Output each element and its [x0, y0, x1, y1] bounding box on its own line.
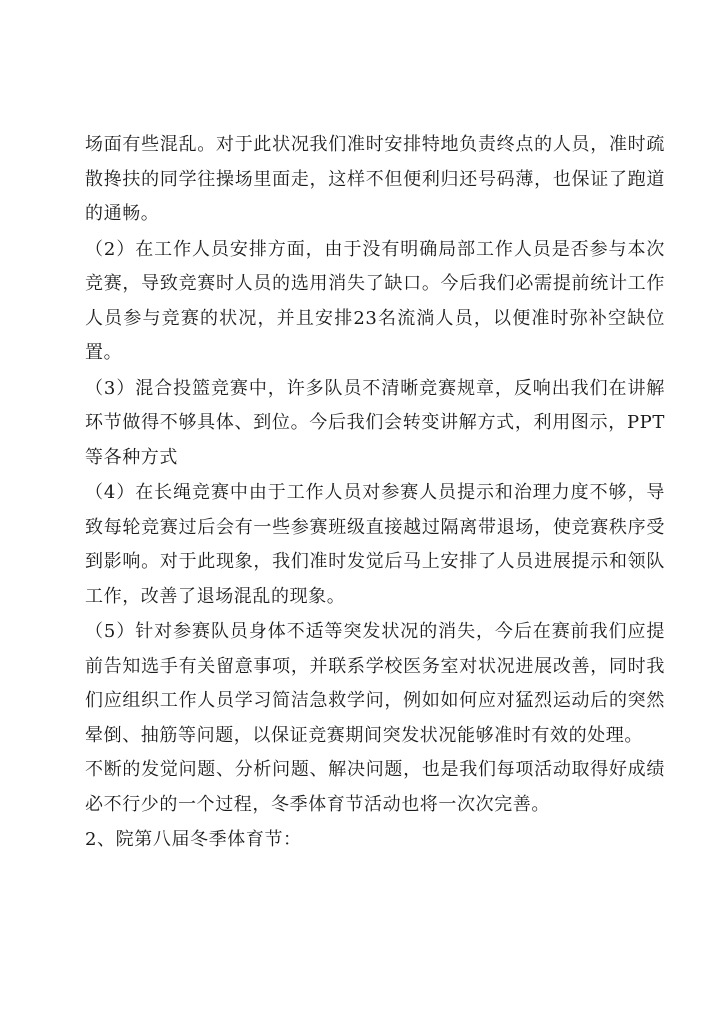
document-body [85, 128, 665, 858]
section-heading-eighth-festival: 2、院第八届冬季体育节： [85, 829, 302, 850]
paragraph-crowd-control: 场面有些混乱。对于此状况我们准时安排特地负责终点的人员，准时疏散搀扶的同学往操场里面走，这样不但便利归还号码薄，也保证了跑道的通畅。 [85, 134, 665, 224]
paragraph-summary: 不断的发觉问题、分析问题、解决问题，也是我们每项活动取得好成绩必不行少的一个过程，冬季体育节活动也将一次次完善。 [85, 759, 665, 815]
paragraph-item-3-basketball: （3）混合投篮竞赛中，许多队员不清晰竞赛规章，反响出我们在讲解环节做得不够具体、到位。今后我们会转变讲解方式，利用图示，PPT等各种方式 [85, 377, 665, 468]
paragraph-item-5-emergency: （5）针对参赛队员身体不适等突发状况的消失，今后在赛前我们应提前告知选手有关留意事项，并联系学校医务室对状况进展改善，同时我们应组织工作人员学习简洁急救学问，例如如何应对猛烈运动后的突然晕倒、抽筋等问题，以保证竞赛期间突发状况能够准时有效的处理。 [85, 621, 665, 746]
paragraph-item-4-long-rope: （4）在长绳竞赛中由于工作人员对参赛人员提示和治理力度不够，导致每轮竞赛过后会有一些参赛班级直接越过隔离带退场，使竞赛秩序受到影响。对于此现象，我们准时发觉后马上安排了人员进展提示和领队工作，改善了退场混乱的现象。 [85, 482, 665, 607]
paragraph-item-2-staffing: （2）在工作人员安排方面，由于没有明确局部工作人员是否参与本次竞赛，导致竞赛时人员的选用消失了缺口。今后我们必需提前统计工作人员参与竞赛的状况，并且安排23名流淌人员，以便准时弥补空缺位置。 [85, 238, 665, 363]
